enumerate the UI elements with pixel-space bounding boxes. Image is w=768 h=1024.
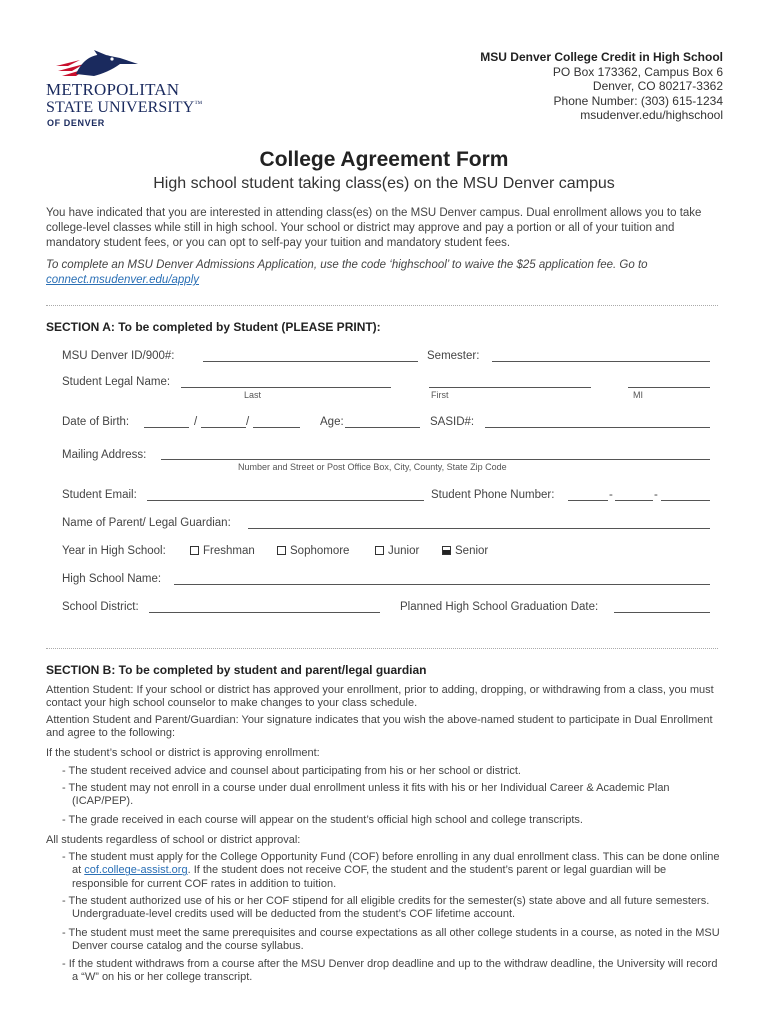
id-field[interactable] [203,361,418,362]
senior-option[interactable]: Senior [442,545,488,557]
dob-slash-2: / [246,416,250,428]
form-subtitle: High school student taking class(es) on the MSU Denver campus [153,175,615,192]
freshman-checkbox[interactable] [190,546,199,555]
name-label: Student Legal Name: [62,376,171,388]
district-field[interactable] [149,612,380,613]
semester-field[interactable] [492,361,710,362]
semester-label: Semester: [427,350,480,362]
sophomore-option[interactable]: Sophomore [277,545,349,557]
logo-line2: STATE UNIVERSITY™ [46,99,203,116]
phone-prefix-field[interactable] [615,500,653,501]
mi-sublabel: MI [633,390,643,400]
email-label: Student Email: [62,489,137,501]
id-label: MSU Denver ID/900#: [62,350,175,362]
graduation-date-field[interactable] [614,612,710,613]
dob-label: Date of Birth: [62,416,130,428]
dob-slash-1: / [194,416,198,428]
dob-month-field[interactable] [144,427,189,428]
age-field[interactable] [345,427,420,428]
apply-link[interactable]: connect.msudenver.edu/apply [46,274,200,286]
phone-dash-1: - [609,489,613,501]
address-city: Denver, CO 80217-3362 [592,79,723,93]
address-web: msudenver.edu/highschool [580,108,723,122]
form-title: College Agreement Form [259,148,509,171]
last-sublabel: Last [244,390,262,400]
list-item: - The student must apply for the College Opportunity Fund (COF) before enrolling in any dual enrollment class. This can be done online at cof.college-assist.org. If the student does not receive COF, the student and the student’s parent or legal guardian will be responsible for current COF rates in addition to tuition. [62,851,720,890]
list-item: - If the student withdraws from a course after the MSU Denver drop deadline and up to the withdraw deadline, the University will record a “W” on his or her college transcript. [62,958,718,984]
email-field[interactable] [147,500,424,501]
phone-label: Student Phone Number: [431,489,555,501]
logo-line3: OF DENVER [47,118,105,128]
graduation-date-label: Planned High School Graduation Date: [400,601,599,613]
attention-parent-paragraph: Attention Student and Parent/Guardian: Your signature indicates that you wish the above-named student to participate in Dual Enrollment and agree to the following: [46,714,713,740]
senior-checkbox[interactable] [442,546,451,555]
attention-student-paragraph: Attention Student: If your school or district has approved your enrollment, prior to adding, dropping, or withdrawing from a class, you must contact your high school counselor to make changes to your class schedule. [46,684,714,710]
sasid-label: SASID#: [430,416,475,428]
freshman-option[interactable]: Freshman [190,545,255,557]
first-name-field[interactable] [429,387,591,388]
application-note [46,258,726,288]
approved-heading: If the student’s school or district is approving enrollment: [46,747,320,759]
divider [46,305,718,306]
age-label: Age: [320,416,344,428]
msu-denver-logo [46,46,206,130]
list-item: - The student authorized use of his or her COF stipend for all eligible credits for the semester(s) state above and all future semesters. Undergraduate-level credits used will be deducted from the student’s COF lifetime account. [62,895,710,921]
divider [46,648,718,649]
high-school-field[interactable] [174,584,710,585]
mailing-address-label: Mailing Address: [62,449,147,461]
cof-link[interactable]: cof.college-assist.org [84,864,188,877]
list-item: - The student received advice and counsel about participating from his or her school or district. [62,765,521,777]
first-sublabel: First [431,390,449,400]
dob-year-field[interactable] [253,427,300,428]
roadrunner-logo-icon [54,46,144,82]
mailing-address-sublabel: Number and Street or Post Office Box, City, County, State Zip Code [238,462,507,472]
dob-day-field[interactable] [201,427,246,428]
phone-line-field[interactable] [661,500,710,501]
list-item: - The student may not enroll in a course under dual enrollment unless it fits with his or her Individual Career & Academic Plan (ICAP/PEP). [62,782,670,808]
district-label: School District: [62,601,139,613]
address-org: MSU Denver College Credit in High School [480,50,723,64]
phone-area-field[interactable] [568,500,608,501]
section-a-heading: SECTION A: To be completed by Student (PLEASE PRINT): [46,320,381,334]
parent-label: Name of Parent/ Legal Guardian: [62,517,231,529]
address-phone: Phone Number: (303) 615-1234 [553,93,723,108]
list-item: - The grade received in each course will appear on the student’s official high school and college transcripts. [62,814,583,826]
high-school-label: High School Name: [62,573,162,585]
sasid-field[interactable] [485,427,710,428]
application-note-text: To complete an MSU Denver Admissions Application, use the code ‘highschool’ to waive the $25 application fee. Go to [46,259,648,271]
address-po: PO Box 173362, Campus Box 6 [552,64,723,79]
year-label: Year in High School: [62,545,166,557]
intro-paragraph: You have indicated that you are interested in attending class(es) on the MSU Denver campus. Dual enrollment allows you to take college-level classes while still in high school. Your school or district may approve and pay a portion or all of your tuition and mandatory student fees, or you can opt to self-pay your tuition and mandatory student fees. [46,207,702,249]
mi-field[interactable] [628,387,710,388]
logo-line1: METROPOLITAN [46,80,180,99]
phone-dash-2: - [654,489,658,501]
all-students-heading: All students regardless of school or district approval: [46,834,301,846]
section-b-heading: SECTION B: To be completed by student and parent/legal guardian [46,663,427,677]
sophomore-checkbox[interactable] [277,546,286,555]
parent-field[interactable] [248,528,710,529]
junior-option[interactable]: Junior [375,545,419,557]
junior-checkbox[interactable] [375,546,384,555]
list-item: - The student must meet the same prerequisites and course expectations as all other college students in a course, as noted in the MSU Denver course catalog and the course syllabus. [62,927,720,953]
last-name-field[interactable] [181,387,391,388]
contact-address [480,50,723,123]
mailing-address-field[interactable] [161,459,710,460]
